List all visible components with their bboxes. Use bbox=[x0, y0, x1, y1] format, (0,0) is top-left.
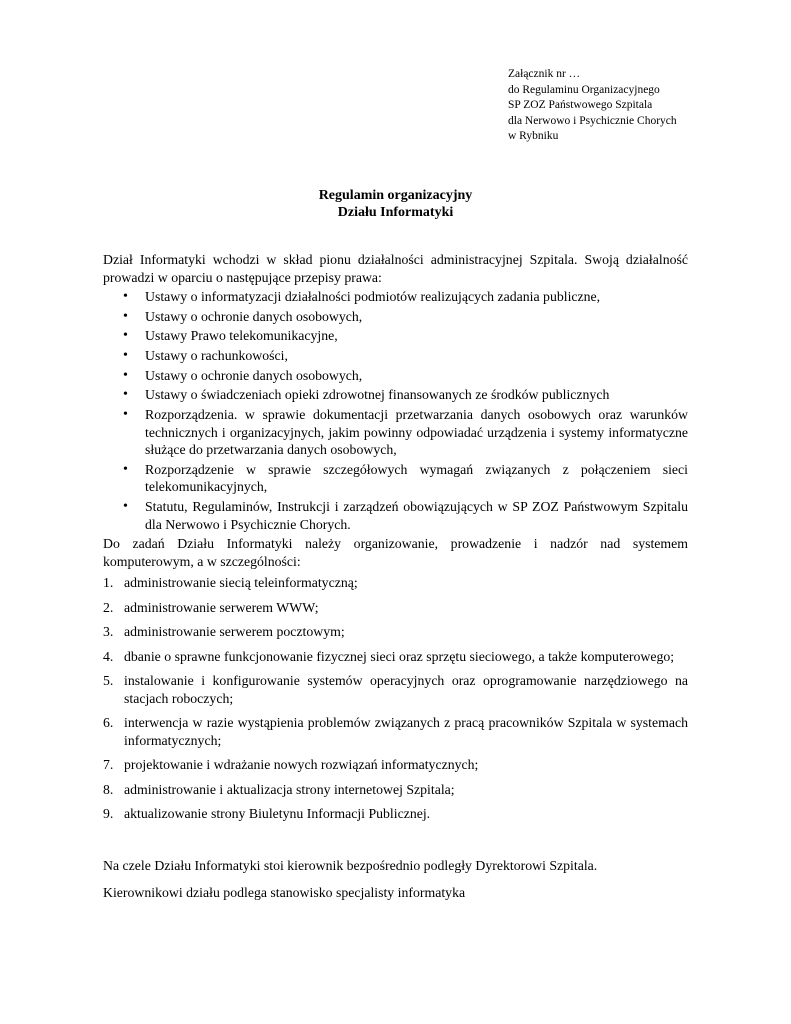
bullet-icon: • bbox=[123, 328, 128, 344]
title-line-2: Działu Informatyki bbox=[337, 205, 454, 220]
list-item-text: administrowanie i aktualizacja strony internetowej Szpitala; bbox=[124, 781, 455, 797]
list-item bbox=[103, 461, 688, 496]
list-item bbox=[103, 781, 688, 799]
item-number: 7. bbox=[103, 757, 114, 773]
tasks-list bbox=[103, 574, 688, 823]
closing-section bbox=[103, 857, 688, 902]
list-item bbox=[103, 367, 688, 385]
list-item bbox=[103, 308, 688, 326]
list-item-text: administrowanie serwerem WWW; bbox=[124, 599, 319, 615]
bullet-icon: • bbox=[123, 348, 128, 364]
attachment-line: do Regulaminu Organizacyjnego bbox=[508, 83, 660, 96]
list-item-text: interwencja w razie wystąpienia problemów związanych z pracą pracowników Szpitala w systemach informatycznych; bbox=[124, 715, 688, 748]
list-item bbox=[103, 756, 688, 774]
item-number: 1. bbox=[103, 575, 114, 591]
intro-paragraph: Dział Informatyki wchodzi w skład pionu działalności administracyjnej Szpitala. Swoją działalność prowadzi w oparciu o następujące przepisy prawa: bbox=[103, 252, 688, 285]
list-item-text: Ustawy o świadczeniach opieki zdrowotnej finansowanych ze środków publicznych bbox=[145, 387, 610, 403]
list-item-text: Ustawy o ochronie danych osobowych, bbox=[145, 367, 363, 383]
document-title bbox=[0, 187, 791, 221]
document-body bbox=[103, 251, 688, 912]
list-item bbox=[103, 805, 688, 823]
list-item bbox=[103, 386, 688, 404]
item-number: 5. bbox=[103, 673, 114, 689]
list-item-text: aktualizowanie strony Biuletynu Informacji Publicznej. bbox=[124, 806, 431, 822]
list-item bbox=[103, 623, 688, 641]
list-item-text: Ustawy o ochronie danych osobowych, bbox=[145, 308, 363, 324]
list-item bbox=[103, 672, 688, 707]
closing-paragraph: Kierownikowi działu podlega stanowisko specjalisty informatyka bbox=[103, 885, 466, 901]
attachment-line: w Rybniku bbox=[508, 130, 559, 142]
attachment-note bbox=[508, 67, 677, 145]
item-number: 3. bbox=[103, 624, 114, 640]
bullet-icon: • bbox=[123, 289, 128, 304]
list-item-text: Rozporządzenie w sprawie szczegółowych wymagań związanych z połączeniem sieci telekomunikacyjnych, bbox=[145, 461, 688, 495]
item-number: 9. bbox=[103, 806, 114, 822]
list-item-text: administrowanie siecią teleinformatyczną; bbox=[124, 575, 358, 591]
list-item-text: administrowanie serwerem pocztowym; bbox=[124, 624, 345, 640]
item-number: 4. bbox=[103, 648, 114, 664]
list-item bbox=[103, 714, 688, 749]
item-number: 8. bbox=[103, 781, 114, 797]
item-number: 6. bbox=[103, 715, 114, 731]
bullet-icon: • bbox=[123, 461, 128, 477]
bullet-icon: • bbox=[123, 407, 128, 423]
list-item-text: Ustawy o rachunkowości, bbox=[145, 348, 288, 364]
bullet-icon: • bbox=[123, 387, 128, 403]
bullet-icon: • bbox=[123, 367, 128, 383]
bullet-icon: • bbox=[123, 499, 128, 514]
list-item-text: Ustawy Prawo telekomunikacyjne, bbox=[145, 328, 338, 344]
list-item bbox=[103, 599, 688, 617]
list-item bbox=[103, 288, 688, 306]
list-item-text: instalowanie i konfigurowanie systemów operacyjnych oraz oprogramowanie narzędziowego na stacjach roboczych; bbox=[124, 673, 688, 706]
list-item bbox=[103, 498, 688, 533]
list-item bbox=[103, 347, 688, 365]
list-item bbox=[103, 406, 688, 459]
attachment-line: dla Nerwowo i Psychicznie Chorych bbox=[508, 114, 677, 127]
list-item-text: Statutu, Regulaminów, Instrukcji i zarządzeń obowiązujących w SP ZOZ Państwowym Szpitalu dla Nerwowo i Psychicznie Chorych. bbox=[145, 499, 688, 532]
list-item-text: Rozporządzenia. w sprawie dokumentacji przetwarzania danych osobowych oraz warunków technicznych i organizacyjnych, jakim powinny odpowiadać urządzenia i systemy informatyczne służące do przetwarzania danych osobowych, bbox=[145, 407, 688, 458]
attachment-line: Załącznik nr … bbox=[508, 68, 581, 80]
list-item-text: projektowanie i wdrażanie nowych rozwiązań informatycznych; bbox=[124, 757, 479, 773]
item-number: 2. bbox=[103, 599, 114, 615]
legal-bases-list bbox=[103, 288, 688, 533]
closing-paragraph: Na czele Działu Informatyki stoi kierownik bezpośrednio podległy Dyrektorowi Szpitala. bbox=[103, 857, 598, 873]
list-item bbox=[103, 648, 688, 666]
tasks-intro-paragraph: Do zadań Działu Informatyki należy organizowanie, prowadzenie i nadzór nad systemem komputerowym, a w szczególności: bbox=[103, 536, 688, 569]
attachment-line: SP ZOZ Państwowego Szpitala bbox=[508, 99, 653, 111]
title-line-1: Regulamin organizacyjny bbox=[318, 188, 473, 203]
bullet-icon: • bbox=[123, 308, 128, 324]
list-item bbox=[103, 327, 688, 345]
list-item-text: dbanie o sprawne funkcjonowanie fizycznej sieci oraz sprzętu sieciowego, a także komputerowego; bbox=[124, 648, 675, 664]
list-item-text: Ustawy o informatyzacji działalności podmiotów realizujących zadania publiczne, bbox=[145, 289, 601, 304]
list-item bbox=[103, 574, 688, 592]
